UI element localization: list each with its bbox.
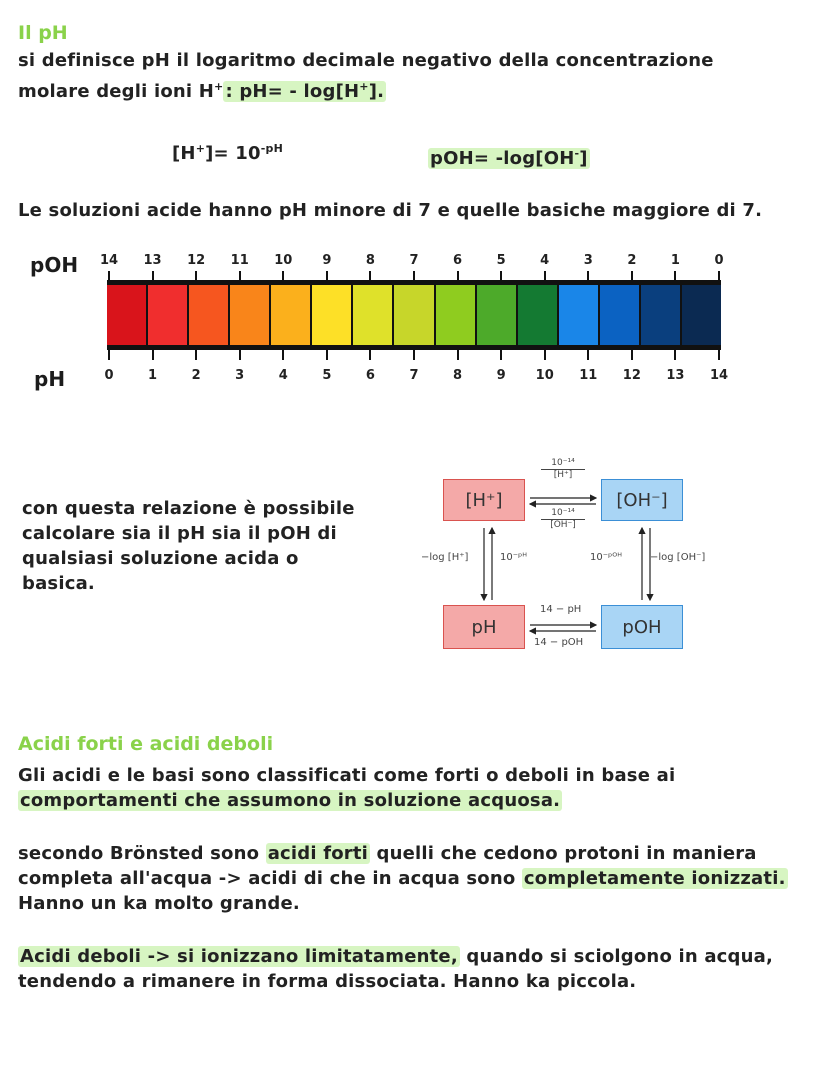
ph-tick-mark xyxy=(369,350,371,360)
oh-ion-box: [OH⁻] xyxy=(601,479,683,521)
paragraph-2-line-3: Hanno un ka molto grande. xyxy=(18,893,300,914)
poh-box: pOH xyxy=(601,605,683,649)
paragraph-2-text: quelli che cedono protoni in maniera xyxy=(370,843,757,864)
fraction-numerator: 10⁻¹⁴ xyxy=(541,508,585,520)
superscript-plus: + xyxy=(359,80,369,93)
poh-tick-mark xyxy=(413,271,415,281)
ph-tick-mark xyxy=(500,350,502,360)
scale-segment-14 xyxy=(682,285,721,345)
relation-line-2: calcolare sia il pH sia il pOH di xyxy=(22,523,337,544)
highlight-weak-acids: Acidi deboli -> si ionizzano limitatamente, xyxy=(20,946,458,967)
poh-tick-label: 13 xyxy=(143,253,162,268)
ph-tick-mark xyxy=(239,350,241,360)
scale-segment-1 xyxy=(148,285,189,345)
ph-tick-mark xyxy=(326,350,328,360)
poh-scale-label: pOH xyxy=(30,253,79,277)
scale-segment-2 xyxy=(189,285,230,345)
poh-tick-mark xyxy=(369,271,371,281)
definition-line-2 xyxy=(18,74,818,104)
scale-segment-0 xyxy=(107,285,148,345)
poh-tick-label: 4 xyxy=(540,253,550,268)
ph-tick-label: 0 xyxy=(104,368,114,383)
ph-tick-label: 5 xyxy=(322,368,332,383)
scale-segment-4 xyxy=(271,285,312,345)
h-ion-box: [H⁺] xyxy=(443,479,525,521)
poh-tick-mark xyxy=(108,271,110,281)
fraction-denominator: [OH⁻] xyxy=(550,520,576,530)
fraction-numerator: 10⁻¹⁴ xyxy=(541,458,585,470)
ph-tick-label: 13 xyxy=(666,368,685,383)
ph-color-scale xyxy=(107,280,721,350)
poh-tick-mark xyxy=(239,271,241,281)
ph-tick-label: 4 xyxy=(278,368,288,383)
paragraph-3-text: quando si sciolgono in acqua, xyxy=(459,946,774,967)
ph-tick-mark xyxy=(718,350,720,360)
scale-segment-12 xyxy=(600,285,641,345)
poh-tick-mark xyxy=(457,271,459,281)
definition-text: molare degli ioni H xyxy=(18,81,215,102)
ph-tick-mark xyxy=(544,350,546,360)
label-14-minus-poh: 14 − pOH xyxy=(534,637,584,648)
scale-segment-11 xyxy=(559,285,600,345)
ph-tick-mark xyxy=(631,350,633,360)
poh-tick-mark xyxy=(282,271,284,281)
poh-tick-mark xyxy=(152,271,154,281)
definition-formula-end: ]. xyxy=(368,81,385,102)
label-ten-minus-poh: 10⁻ᵖᴼᴴ xyxy=(590,552,622,563)
poh-tick-label: 7 xyxy=(409,253,419,268)
ph-tick-label: 12 xyxy=(622,368,641,383)
definition-formula: : pH= - log[H xyxy=(225,81,360,102)
paragraph-3-line-2: tendendo a rimanere in forma dissociata. Hanno ka piccola. xyxy=(18,971,637,992)
ph-tick-label: 10 xyxy=(535,368,554,383)
exponent-minus-ph: -pH xyxy=(260,142,283,155)
poh-tick-mark xyxy=(587,271,589,281)
poh-tick-label: 6 xyxy=(453,253,463,268)
ph-tick-mark xyxy=(195,350,197,360)
definition-line-1: si definisce pH il logaritmo decimale negativo della concentrazione xyxy=(18,50,714,71)
relation-line-3: qualsiasi soluzione acida o xyxy=(22,548,299,569)
poh-tick-mark xyxy=(500,271,502,281)
formula-h-concentration xyxy=(172,136,283,166)
poh-tick-label: 3 xyxy=(583,253,593,268)
fraction-denominator: [H⁺] xyxy=(553,470,573,480)
paragraph-2-text: secondo Brönsted sono xyxy=(18,843,266,864)
label-minus-log-oh: −log [OH⁻] xyxy=(650,552,706,563)
ph-tick-label: 6 xyxy=(365,368,375,383)
formula-part: ]= 10 xyxy=(205,143,261,164)
paragraph-2 xyxy=(18,841,818,916)
ph-tick-label: 1 xyxy=(148,368,158,383)
poh-tick-mark xyxy=(326,271,328,281)
ph-tick-mark xyxy=(282,350,284,360)
poh-tick-label: 9 xyxy=(322,253,332,268)
ph-tick-label: 8 xyxy=(453,368,463,383)
paragraph-1 xyxy=(18,763,818,813)
ph-tick-label: 11 xyxy=(579,368,598,383)
section-title-ph: Il pH xyxy=(18,22,68,44)
highlight-fully-ionized: completamente ionizzati. xyxy=(523,868,786,889)
formula-part: [H xyxy=(172,143,196,164)
poh-tick-mark xyxy=(631,271,633,281)
ph-tick-mark xyxy=(413,350,415,360)
relation-line-1: con questa relazione è possibile xyxy=(22,498,355,519)
scale-segment-8 xyxy=(436,285,477,345)
ph-tick-mark xyxy=(108,350,110,360)
scale-segment-7 xyxy=(394,285,435,345)
poh-tick-label: 0 xyxy=(714,253,724,268)
superscript-plus: + xyxy=(214,80,224,93)
poh-tick-mark xyxy=(195,271,197,281)
ph-tick-mark xyxy=(587,350,589,360)
ph-tick-label: 7 xyxy=(409,368,419,383)
ph-tick-mark xyxy=(152,350,154,360)
highlight-strong-acids: acidi forti xyxy=(267,843,369,864)
label-minus-log-h: −log [H⁺] xyxy=(421,552,469,563)
ph-tick-label: 3 xyxy=(235,368,245,383)
ph-box: pH xyxy=(443,605,525,649)
poh-tick-label: 8 xyxy=(365,253,375,268)
poh-tick-mark xyxy=(718,271,720,281)
diagram-arrows xyxy=(420,460,710,660)
poh-tick-mark xyxy=(544,271,546,281)
ph-tick-mark xyxy=(457,350,459,360)
scale-segment-13 xyxy=(641,285,682,345)
paragraph-1-line-1: Gli acidi e le basi sono classificati come forti o deboli in base ai xyxy=(18,765,676,786)
superscript-minus: - xyxy=(574,147,580,160)
ph-tick-label: 2 xyxy=(191,368,201,383)
poh-tick-label: 2 xyxy=(627,253,637,268)
paragraph-2-text: completa all'acqua -> acidi di che in acqua sono xyxy=(18,868,522,889)
acid-base-sentence: Le soluzioni acide hanno pH minore di 7 e quelle basiche maggiore di 7. xyxy=(18,200,763,221)
superscript-plus: + xyxy=(195,142,206,155)
label-ten-minus-ph: 10⁻ᵖᴴ xyxy=(500,552,528,563)
formula-poh xyxy=(428,141,590,171)
formula-part: pOH= -log[OH xyxy=(430,148,575,169)
formula-part: ] xyxy=(579,148,588,169)
scale-segment-3 xyxy=(230,285,271,345)
ph-tick-mark xyxy=(674,350,676,360)
poh-tick-label: 14 xyxy=(99,253,119,268)
poh-tick-mark xyxy=(674,271,676,281)
scale-segment-6 xyxy=(353,285,394,345)
poh-tick-label: 1 xyxy=(670,253,680,268)
ph-scale-label: pH xyxy=(34,367,66,391)
poh-tick-label: 11 xyxy=(230,253,249,268)
poh-tick-label: 5 xyxy=(496,253,506,268)
section-title-acids: Acidi forti e acidi deboli xyxy=(18,733,274,755)
scale-segment-9 xyxy=(477,285,518,345)
poh-tick-label: 12 xyxy=(187,253,206,268)
poh-tick-label: 10 xyxy=(274,253,293,268)
scale-segment-10 xyxy=(518,285,559,345)
scale-segment-5 xyxy=(312,285,353,345)
ph-tick-label: 14 xyxy=(709,368,729,383)
paragraph-1-line-2: comportamenti che assumono in soluzione acquosa. xyxy=(20,790,561,811)
paragraph-3 xyxy=(18,944,818,994)
relation-text xyxy=(22,496,422,596)
ph-tick-label: 9 xyxy=(496,368,506,383)
label-14-minus-ph: 14 − pH xyxy=(540,604,582,615)
relation-line-4: basica. xyxy=(22,573,95,594)
